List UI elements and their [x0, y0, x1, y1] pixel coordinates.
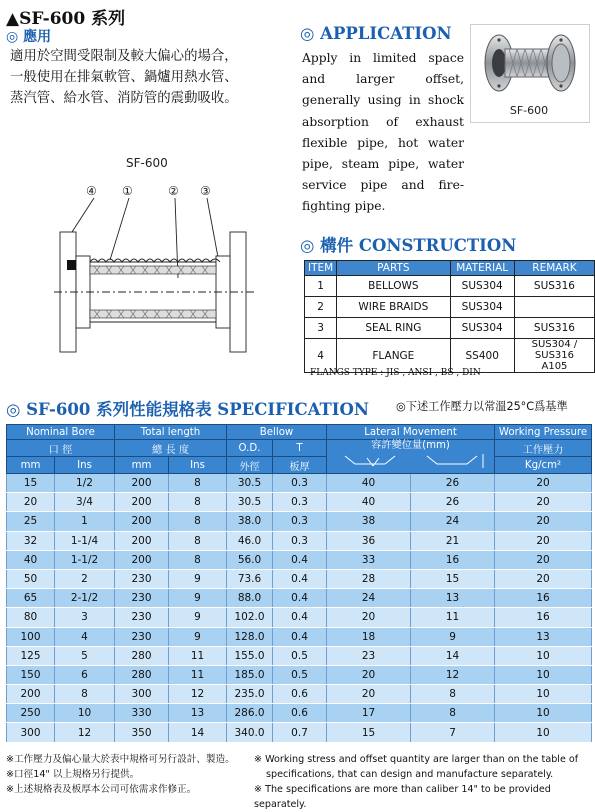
spec-cell: 20	[495, 550, 592, 569]
spec-cell: 12	[411, 665, 495, 684]
spec-cell: 8	[169, 512, 227, 531]
spec-cell: 9	[169, 627, 227, 646]
spec-cell: 0.3	[273, 493, 327, 512]
specification-body	[7, 474, 592, 743]
spec-cell: 24	[411, 512, 495, 531]
spec-cell: 0.3	[273, 531, 327, 550]
usage-heading: ◎ 應用	[6, 29, 52, 45]
cell: SS400	[450, 339, 514, 373]
spec-cell: 0.3	[273, 474, 327, 493]
usage-line: 適用於空間受限制及較大偏心的場合，	[10, 49, 238, 64]
construction-table	[304, 260, 595, 373]
spec-row	[7, 474, 592, 493]
spec-cell: 9	[169, 569, 227, 588]
spec-cell: 28	[327, 569, 411, 588]
remark-line: SUS304 / SUS316	[531, 339, 578, 361]
hdr-unit: Kg/cm²	[495, 457, 592, 474]
spec-cell: 125	[7, 646, 55, 665]
spec-cell: 20	[7, 493, 55, 512]
spec-row	[7, 531, 592, 550]
remark-line: A105	[541, 361, 568, 372]
hdr-total-length-zh: 總 長 度	[115, 440, 227, 457]
callout-3: ③	[200, 184, 211, 198]
spec-cell: 50	[7, 569, 55, 588]
spec-cell: 15	[411, 569, 495, 588]
spec-cell: 13	[169, 704, 227, 723]
hdr-lateral-zh: 容許變位量(mm)	[371, 440, 450, 451]
spec-cell: 350	[115, 723, 169, 742]
construction-row	[305, 276, 595, 297]
construction-row	[305, 318, 595, 339]
spec-cell: 14	[411, 646, 495, 665]
spec-cell: 30.5	[227, 474, 273, 493]
spec-cell: 6	[55, 665, 115, 684]
hdr-t-zh: 板厚	[273, 457, 327, 474]
spec-cell: 73.6	[227, 569, 273, 588]
spec-cell: 16	[495, 608, 592, 627]
drawing-caption: SF-600	[126, 156, 168, 170]
spec-cell: 15	[7, 474, 55, 493]
spec-cell: 15	[327, 723, 411, 742]
hdr-lateral-diagram	[327, 440, 495, 474]
spec-cell: 36	[327, 531, 411, 550]
spec-header-row-2	[7, 440, 592, 457]
spec-cell: 8	[169, 493, 227, 512]
cell: WIRE BRAIDS	[337, 297, 450, 318]
spec-header-row-1	[7, 425, 592, 440]
spec-cell: 1	[55, 512, 115, 531]
spec-cell: 13	[411, 589, 495, 608]
spec-cell: 0.4	[273, 569, 327, 588]
col-parts: PARTS	[337, 261, 450, 276]
spec-cell: 9	[169, 589, 227, 608]
spec-cell: 17	[327, 704, 411, 723]
construction-header-row	[305, 261, 595, 276]
hdr-pressure: Working Pressure	[495, 425, 592, 440]
spec-cell: 20	[327, 685, 411, 704]
hdr-nominal-bore-zh: 口 徑	[7, 440, 115, 457]
construction-drawing	[50, 180, 290, 370]
spec-header-row-3	[7, 457, 592, 474]
footnote-en: ※ The specifications are more than caliber 14" to be provided separately.	[254, 784, 551, 810]
cell: SUS304	[450, 318, 514, 339]
spec-cell: 7	[411, 723, 495, 742]
spec-cell: 300	[115, 685, 169, 704]
spec-cell: 18	[327, 627, 411, 646]
spec-cell: 10	[55, 704, 115, 723]
specification-heading: ◎ SF-600 系列性能規格表 SPECIFICATION	[6, 400, 369, 419]
spec-cell: 20	[495, 531, 592, 550]
spec-cell: 40	[327, 493, 411, 512]
callout-1: ①	[122, 184, 133, 198]
spec-cell: 150	[7, 665, 55, 684]
cell: SUS304	[450, 276, 514, 297]
spec-cell: 1-1/4	[55, 531, 115, 550]
spec-cell: 1/2	[55, 474, 115, 493]
spec-row	[7, 550, 592, 569]
spec-cell: 38.0	[227, 512, 273, 531]
spec-cell: 9	[169, 608, 227, 627]
spec-cell: 2	[55, 569, 115, 588]
application-heading: ◎ APPLICATION	[300, 24, 452, 43]
footnotes-zh	[6, 752, 256, 797]
spec-cell: 14	[169, 723, 227, 742]
spec-cell: 8	[411, 704, 495, 723]
page-title: ▲SF-600 系列	[6, 9, 126, 29]
usage-text	[10, 46, 285, 109]
construction-heading: ◎ 構件 CONSTRUCTION	[300, 236, 517, 255]
spec-cell: 10	[495, 704, 592, 723]
spec-cell: 330	[115, 704, 169, 723]
col-remark: REMARK	[514, 261, 594, 276]
spec-cell: 200	[115, 550, 169, 569]
spec-cell: 300	[7, 723, 55, 742]
spec-cell: 0.6	[273, 685, 327, 704]
spec-cell: 10	[495, 665, 592, 684]
spec-cell: 230	[115, 627, 169, 646]
cell: 1	[305, 276, 337, 297]
col-item: ITEM	[305, 261, 337, 276]
spec-cell: 26	[411, 493, 495, 512]
hdr-total-length: Total length	[115, 425, 227, 440]
col-material: MATERIAL	[450, 261, 514, 276]
spec-row	[7, 704, 592, 723]
spec-row	[7, 512, 592, 531]
spec-cell: 1-1/2	[55, 550, 115, 569]
spec-cell: 13	[495, 627, 592, 646]
spec-cell: 20	[327, 608, 411, 627]
footnote-en: specifications, that can design and manufacture separately.	[266, 769, 554, 780]
hdr-lateral: Lateral Movement	[327, 425, 495, 440]
footnote-zh: ※口徑14" 以上規格另行提供。	[6, 769, 140, 780]
spec-cell: 10	[495, 685, 592, 704]
spec-cell: 0.5	[273, 665, 327, 684]
construction-row	[305, 297, 595, 318]
spec-cell: 0.7	[273, 723, 327, 742]
spec-cell: 340.0	[227, 723, 273, 742]
spec-cell: 0.4	[273, 589, 327, 608]
spec-row	[7, 665, 592, 684]
spec-row	[7, 723, 592, 742]
spec-cell: 9	[411, 627, 495, 646]
hdr-nominal-bore: Nominal Bore	[7, 425, 115, 440]
spec-cell: 155.0	[227, 646, 273, 665]
section-view	[50, 180, 290, 370]
footnotes-en	[254, 752, 594, 812]
spec-cell: 0.4	[273, 608, 327, 627]
spec-cell: 11	[411, 608, 495, 627]
spec-cell: 11	[169, 665, 227, 684]
spec-cell: 11	[169, 646, 227, 665]
spec-row	[7, 685, 592, 704]
spec-cell: 0.4	[273, 627, 327, 646]
spec-cell: 20	[495, 493, 592, 512]
spec-cell: 38	[327, 512, 411, 531]
spec-cell: 8	[169, 550, 227, 569]
hdr-od: O.D.	[227, 440, 273, 457]
spec-cell: 12	[55, 723, 115, 742]
spec-cell: 0.4	[273, 550, 327, 569]
spec-row	[7, 608, 592, 627]
footnote-zh: ※工作壓力及偏心量大於表中規格可另行設計、製造。	[6, 754, 235, 765]
spec-cell: 5	[55, 646, 115, 665]
application-text: Apply in limited space and larger offset, generally using in shock absorption of exhaust flexible pipe, hot water pipe, steam pipe, water service pipe and fire-fighting pipe.	[302, 51, 464, 214]
spec-cell: 230	[115, 608, 169, 627]
lateral-movement-icon	[331, 452, 491, 470]
spec-cell: 20	[495, 474, 592, 493]
spec-cell: 3/4	[55, 493, 115, 512]
callout-2: ②	[168, 184, 179, 198]
spec-row	[7, 493, 592, 512]
footnote-zh: ※上述規格表及板厚本公司可依需求作修正。	[6, 784, 197, 795]
spec-cell: 200	[115, 512, 169, 531]
spec-cell: 2-1/2	[55, 589, 115, 608]
specification-table	[6, 424, 592, 743]
hdr-pressure-zh: 工作壓力	[495, 440, 592, 457]
spec-cell: 30.5	[227, 493, 273, 512]
hdr-mm-2: mm	[115, 457, 169, 474]
hdr-mm: mm	[7, 457, 55, 474]
spec-cell: 24	[327, 589, 411, 608]
spec-cell: 33	[327, 550, 411, 569]
spec-row	[7, 646, 592, 665]
spec-cell: 250	[7, 704, 55, 723]
hdr-ins: Ins	[55, 457, 115, 474]
cell: BELLOWS	[337, 276, 450, 297]
flexible-joint-photo	[471, 25, 589, 105]
hdr-bellow: Bellow	[227, 425, 327, 440]
specification-note: ◎下述工作壓力以常溫25°C爲基準	[396, 400, 568, 413]
spec-cell: 8	[55, 685, 115, 704]
spec-cell: 21	[411, 531, 495, 550]
spec-cell: 46.0	[227, 531, 273, 550]
spec-cell: 102.0	[227, 608, 273, 627]
spec-cell: 185.0	[227, 665, 273, 684]
spec-cell: 128.0	[227, 627, 273, 646]
flangs-type: FLANGS TYPE : JIS , ANSI , BS , DIN	[310, 368, 481, 378]
spec-cell: 12	[169, 685, 227, 704]
spec-cell: 280	[115, 665, 169, 684]
spec-cell: 230	[115, 589, 169, 608]
spec-row	[7, 627, 592, 646]
cell-remark-flange	[514, 339, 594, 373]
spec-cell: 235.0	[227, 685, 273, 704]
spec-cell: 0.6	[273, 704, 327, 723]
spec-cell: 10	[495, 646, 592, 665]
spec-cell: 200	[115, 474, 169, 493]
cell: 4	[305, 339, 337, 373]
spec-cell: 20	[327, 665, 411, 684]
spec-cell: 20	[495, 512, 592, 531]
spec-cell: 100	[7, 627, 55, 646]
cell: 3	[305, 318, 337, 339]
hdr-ins-2: Ins	[169, 457, 227, 474]
spec-cell: 286.0	[227, 704, 273, 723]
spec-cell: 40	[7, 550, 55, 569]
spec-cell: 230	[115, 569, 169, 588]
spec-row	[7, 589, 592, 608]
hdr-od-zh: 外徑	[227, 457, 273, 474]
photo-caption: SF-600	[509, 104, 549, 117]
footnote-en: ※ Working stress and offset quantity are larger than on the table of	[254, 754, 579, 765]
spec-cell: 8	[411, 685, 495, 704]
cell: SUS304	[450, 297, 514, 318]
spec-cell: 0.5	[273, 646, 327, 665]
spec-cell: 16	[495, 589, 592, 608]
cell: SUS316	[514, 276, 594, 297]
spec-cell: 80	[7, 608, 55, 627]
cell: SEAL RING	[337, 318, 450, 339]
usage-line: 蒸汽管、給水管、消防管的震動吸收。	[10, 91, 238, 106]
callout-4: ④	[86, 184, 97, 198]
spec-cell: 4	[55, 627, 115, 646]
spec-cell: 88.0	[227, 589, 273, 608]
cell: 2	[305, 297, 337, 318]
spec-cell: 8	[169, 474, 227, 493]
spec-cell: 65	[7, 589, 55, 608]
spec-cell: 56.0	[227, 550, 273, 569]
hdr-t: T	[273, 440, 327, 457]
cell: FLANGE	[337, 339, 450, 373]
spec-cell: 3	[55, 608, 115, 627]
spec-cell: 26	[411, 474, 495, 493]
spec-cell: 25	[7, 512, 55, 531]
spec-cell: 32	[7, 531, 55, 550]
spec-row	[7, 569, 592, 588]
spec-cell: 280	[115, 646, 169, 665]
spec-cell: 23	[327, 646, 411, 665]
spec-cell: 0.3	[273, 512, 327, 531]
usage-line: 一般使用在排氣軟管、鍋爐用熱水管、	[10, 70, 238, 85]
cell: SUS316	[514, 318, 594, 339]
cell	[514, 297, 594, 318]
spec-cell: 8	[169, 531, 227, 550]
spec-cell: 200	[115, 493, 169, 512]
spec-cell: 16	[411, 550, 495, 569]
spec-cell: 10	[495, 723, 592, 742]
spec-cell: 40	[327, 474, 411, 493]
spec-cell: 200	[7, 685, 55, 704]
spec-cell: 20	[495, 569, 592, 588]
spec-cell: 200	[115, 531, 169, 550]
